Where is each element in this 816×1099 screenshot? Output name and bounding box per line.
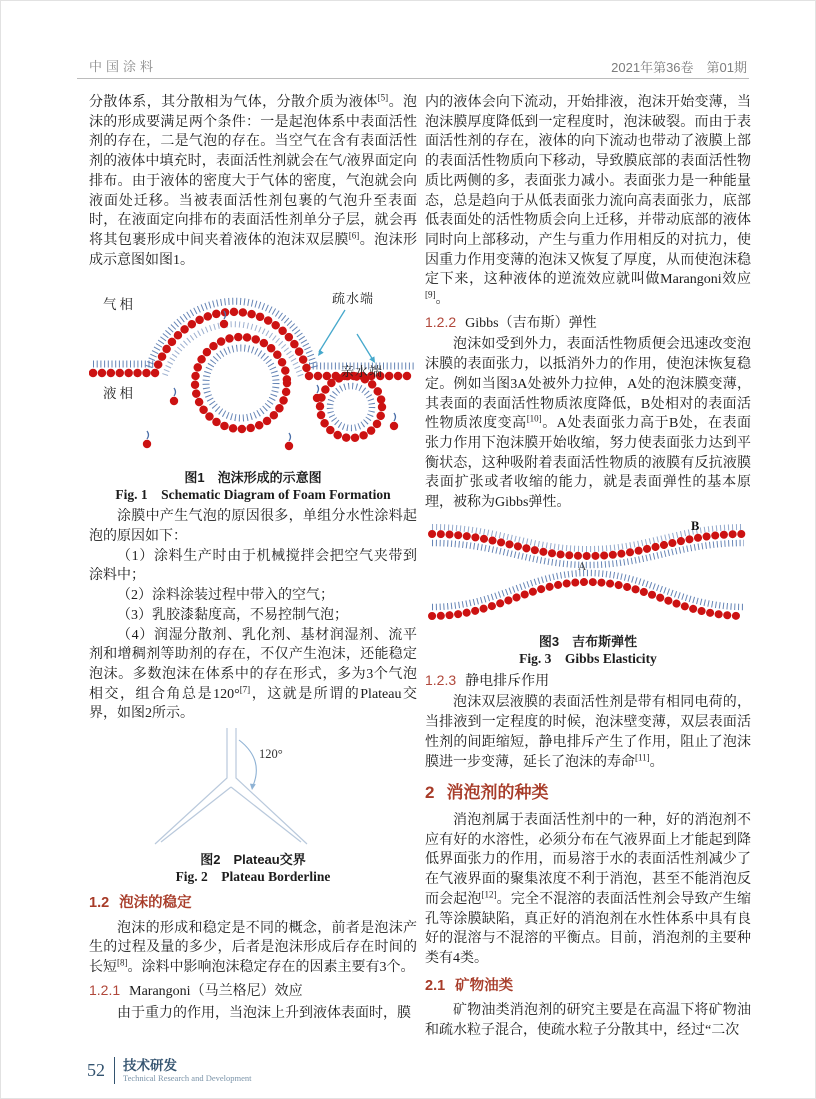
figure-1: [89, 276, 417, 504]
section-heading-1-2-3: [425, 671, 751, 692]
section-heading-2-1: [425, 977, 751, 997]
section-number: 2.1: [425, 977, 446, 994]
paragraph: 分散体系，其分散相为气体，分散介质为液体[5]。泡沫的形成要满足两个条件：一是起泡体系中表面活性剂的存在，二是气泡的存在。当空气在含有表面活性剂的液体中填充时，表面活性剂就会在气/液界面定向排布。由于液体的密度大于气体的密度，气泡就会向液面处迁移。当被表面活性剂包裹的气泡升至表面时，在液面定向排布的表面活性剂单分子层，就会再将其包裹形成中间夹着液体的泡沫双层膜[6]。泡沫形成示意图如图1。: [89, 92, 418, 268]
figure-3-caption-cn: 图3 吉布斯弹性: [538, 633, 638, 649]
point-b-label: B: [691, 518, 700, 533]
paragraph: 内的液体会向下流动，开始排液，泡沫开始变薄，当泡沫膜厚度降低到一定程度时，泡沫破裂。而由于表面活性剂的存在，液体的向下流动也带动了液膜上部的表面活性物质向下移动，导致膜底部的表面活性物质比两侧的多，表面张力减小。表面张力是一种能量态，总是趋向于从低表面张力流向高表面张力，底部低表面处的活性物质会向上迁移，并带动底部的液体同时向上部移动，产生与重力作用相反的对抗力，使因重力作用变薄的泡沫又恢复了厚度，从而使泡沫稳定下来，这种液体的逆流效应就叫做Marangoni效应[9]。: [425, 95, 751, 308]
section-heading-1-2: [89, 894, 417, 914]
section-number: 1.2: [89, 895, 110, 912]
footer-section-cn: 技术研发: [123, 1058, 177, 1073]
page-footer: [87, 1057, 252, 1084]
right-column: [425, 93, 751, 1041]
figure-3: [425, 518, 751, 668]
section-title: Gibbs（吉布斯）弹性: [465, 315, 597, 331]
section-title: Marangoni（马兰格尼）效应: [129, 983, 303, 999]
section-title: 矿物油类: [455, 977, 514, 994]
figure-2-caption-cn: 图2 Plateau交界: [200, 852, 306, 868]
journal-title: 中国涂料: [89, 59, 158, 74]
figure-1-caption-cn: 图1 泡沫形成的示意图: [184, 470, 322, 486]
section-number: 1.2.3: [425, 671, 457, 688]
hydrophobic-end-label: 疏水端: [332, 291, 375, 307]
list-item: （2）涂料涂装过程中带入的空气；: [117, 588, 334, 604]
section-number: 2: [425, 783, 435, 803]
foam-formation-diagram: [89, 276, 417, 466]
list-item: （4）润湿分散剂、乳化剂、基材润湿剂、流平剂和增稠剂等助剂的存在，不仅产生泡沫，还能稳定泡沫。多数泡沫在体系中的存在形式，多为3个气泡相交，组合角总是120°[7]，这就是所谓的Plateau交界，如图2所示。: [89, 627, 417, 722]
list-item: （3）乳胶漆黏度高，不易控制气泡；: [117, 607, 348, 623]
section-heading-1-2-2: [425, 313, 751, 334]
figure-2: [89, 726, 417, 886]
plateau-films: [155, 728, 307, 844]
list-item: （1）涂料生产时由于机械搅拌会把空气夹带到涂料中；: [89, 548, 417, 584]
figure-3-caption-en: Fig. 3 Gibbs Elasticity: [519, 650, 657, 666]
angle-label: 120°: [259, 747, 283, 762]
paragraph: 消泡剂属于表面活性剂中的一种，好的消泡剂不应有好的水溶性，必须分布在气液界面上才能起到降低界面张力的作用，而易溶于水的表面活性剂减少了在气液界面的聚集浓度不利于消泡，甚至不能消泡反而会起泡[12]。完全不混溶的表面活性剂会导致产生缩孔等涂膜缺陷，真正好的消泡剂在水性体系中具有良好的混溶与不混溶的平衡点。目前，消泡剂的主要种类有4类。: [425, 812, 752, 966]
label-arrows: [318, 310, 375, 363]
header-rule: [77, 78, 749, 79]
issue-info: 2021年第36卷 第01期: [611, 60, 747, 75]
plateau-border-diagram: [131, 726, 341, 848]
footer-section-en: Technical Research and Development: [123, 1073, 252, 1083]
liquid-phase-label: 液相: [103, 386, 136, 402]
section-number: 1.2.1: [89, 981, 121, 998]
paragraph: 矿物油类消泡剂的研究主要是在高温下将矿物油和疏水粒子混合，使疏水粒子分散其中，经过“二次: [425, 1003, 751, 1039]
page-number: 52: [87, 1060, 105, 1080]
figure-1-caption-en: Fig. 1 Schematic Diagram of Foam Formation: [115, 487, 391, 503]
section-title: 消泡剂的种类: [446, 783, 549, 803]
section-heading-1-2-1: [89, 981, 417, 1002]
gibbs-elasticity-diagram: [425, 518, 751, 630]
gas-phase-label: 气相: [103, 297, 136, 313]
section-number: 1.2.2: [425, 313, 457, 330]
figure-2-caption-en: Fig. 2 Plateau Borderline: [175, 869, 331, 885]
paragraph: 涂膜中产生气泡的原因很多，单组分水性涂料起泡的原因如下：: [89, 509, 417, 545]
point-a-label: A: [578, 560, 587, 573]
hydrophilic-end-label: 亲水端: [341, 364, 384, 380]
left-column: [89, 93, 417, 1023]
paragraph: 由于重力的作用，当泡沫上升到液体表面时，膜: [117, 1005, 411, 1021]
paragraph: 泡沫双层液膜的表面活性剂是带有相同电荷的，当排液到一定程度的时候，泡沫壁变薄，双层表面活性剂的间距缩短，静电排斥产生了作用，阻止了泡沫膜进一步变薄，延长了泡沫的寿命[11]。: [425, 695, 751, 770]
contracted-film: [432, 573, 744, 616]
paragraph: 泡沫如受到外力，表面活性物质便会迅速改变泡沫膜的表面张力，以抵消外力的作用，使泡沫恢复稳定。例如当图3A处被外力拉伸，A处的泡沫膜变薄，其表面的表面活性物质浓度降低，B处相对的表面活性物质浓度变高[10]。A处表面张力高于B处，在表面张力作用下泡沫膜开始收缩，努力使表面张力达到平衡状态，这种吸附着表面活性物质的液膜有反抗液膜表面扩张或者收缩的能力，就是表面弹性的基本原理，被称为Gibbs弹性。: [425, 337, 752, 511]
section-title: 泡沫的稳定: [119, 895, 192, 912]
footer-section: [114, 1057, 252, 1084]
paragraph: 泡沫的形成和稳定是不同的概念，前者是泡沫产生的过程及量的多少，后者是泡沫形成后存在时间的长短[8]。涂料中影响泡沫稳定存在的因素主要有3个。: [89, 920, 417, 976]
section-heading-2: [425, 783, 751, 803]
section-title: 静电排斥作用: [465, 673, 550, 689]
